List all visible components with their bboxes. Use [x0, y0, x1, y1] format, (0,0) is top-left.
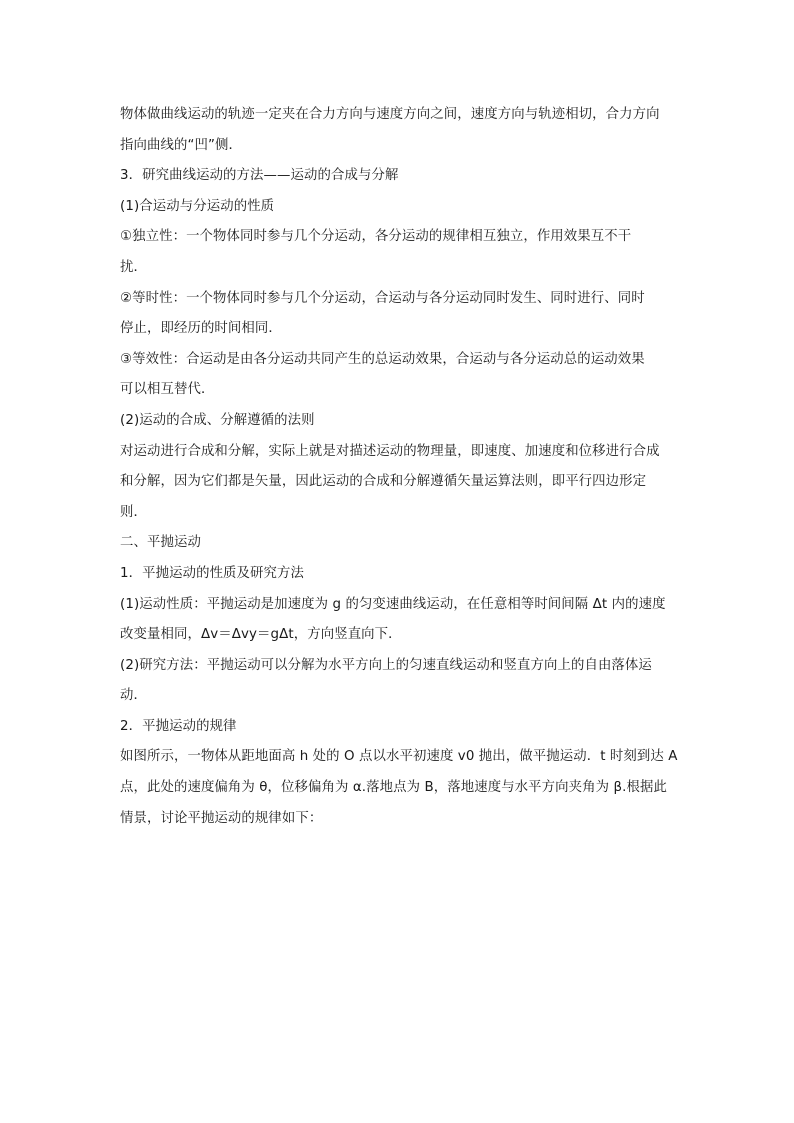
subsection-heading-2: 2．平抛运动的规律	[120, 718, 237, 734]
subheading-1: (1)合运动与分运动的性质	[120, 198, 275, 214]
scenario-line-1: 如图所示，一物体从距地面高 h 处的 O 点以水平初速度 v0 抛出，做平抛运动．t 时刻到达 A	[120, 749, 678, 765]
section-heading-3: 3．研究曲线运动的方法——运动的合成与分解	[120, 168, 399, 184]
rule-line-2: 和分解，因为它们都是矢量，因此运动的合成和分解遵循矢量运算法则，即平行四边形定	[120, 474, 647, 490]
simultaneity-line-2: 停止，即经历的时间相同．	[120, 321, 282, 337]
subheading-2: (2)运动的合成、分解遵循的法则	[120, 412, 315, 428]
simultaneity-line-1: ②等时性：一个物体同时参与几个分运动，合运动与各分运动同时发生、同时进行、同时	[120, 290, 645, 306]
scenario-line-3: 情景，讨论平抛运动的规律如下：	[120, 810, 323, 826]
document-body	[120, 100, 676, 834]
paragraph-line-1: 物体做曲线运动的轨迹一定夹在合力方向与速度方向之间，速度方向与轨迹相切，合力方向	[120, 107, 660, 122]
property-line-2: 改变量相同，Δv＝Δvy＝gΔt，方向竖直向下．	[120, 627, 402, 643]
subsection-heading-1: 1．平抛运动的性质及研究方法	[120, 565, 304, 581]
equivalence-line-1: ③等效性：合运动是由各分运动共同产生的总运动效果，合运动与各分运动总的运动效果	[120, 351, 645, 367]
equivalence-line-2: 可以相互替代．	[120, 382, 215, 398]
method-line-2: 动．	[120, 688, 147, 704]
independence-line-2: 扰．	[120, 259, 147, 275]
rule-line-1: 对运动进行合成和分解，实际上就是对描述运动的物理量，即速度、加速度和位移进行合成	[120, 443, 660, 459]
section-heading-2: 二、平抛运动	[120, 535, 201, 551]
method-line-1: (2)研究方法：平抛运动可以分解为水平方向上的匀速直线运动和竖直方向上的自由落体运	[120, 657, 652, 673]
rule-line-3: 则．	[120, 504, 147, 520]
property-line-1: (1)运动性质：平抛运动是加速度为 g 的匀变速曲线运动，在任意相等时间间隔 Δt 内的速度	[120, 596, 666, 612]
paragraph-line-2: 指向曲线的“凹”侧．	[120, 137, 242, 153]
independence-line-1: ①独立性：一个物体同时参与几个分运动，各分运动的规律相互独立，作用效果互不干	[120, 229, 632, 245]
scenario-line-2: 点，此处的速度偏角为 θ，位移偏角为 α.落地点为 B，落地速度与水平方向夹角为 β.根据此	[120, 780, 667, 796]
